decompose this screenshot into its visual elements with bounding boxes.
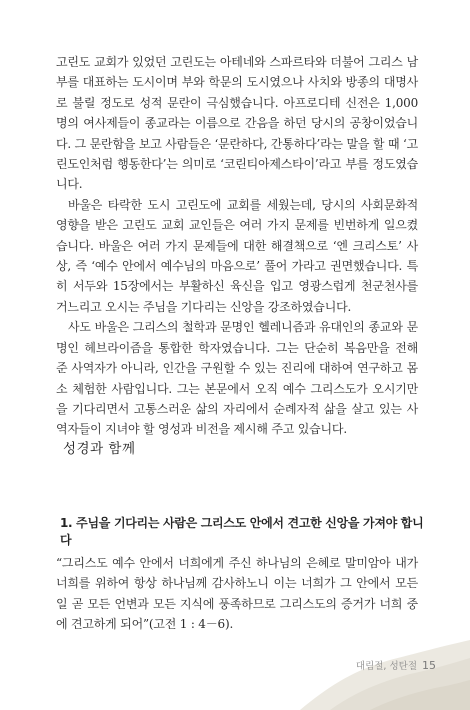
running-title: 대림절, 성탄절 [355,661,417,672]
subheading: 1. 주님을 기다리는 사람은 그리스도 안에서 견고한 신앙을 가져야 합니다 [60,516,424,547]
body-paragraph-2: 바울은 타락한 도시 고린도에 교회를 세웠는데, 당시의 사회문화적 영향을 받은 고린도 교회 교인들은 여러 가지 문제를 빈번하게 일으켰습니다. 바울은 여러 가지 문제들에 대한 해결책으로 ‘엔 크리스토’ 사상, 즉 ‘예수 안에서 예수님의 마음으로’ 풀어 가라고 권면했습니다. 특히 서두와 15장에서는 부활하신 육신을 입고 영광스럽게 천군천사를 거느리고 오시는 주님을 기다리는 신앙을 강조하였습니다. [56,197,418,314]
body-paragraph-3: 사도 바울은 그리스의 철학과 문명인 헬레니즘과 유대인의 종교와 문명인 헤브라이즘을 통합한 학자였습니다. 그는 단순히 복음만을 전해 준 사역자가 아니라, 인간을 구원할 수 있는 진리에 대하여 연구하고 몸소 체험한 사람입니다. 그는 본문에서 오직 예수 그리스도가 오시기만을 기다리면서 고통스러운 삶의 자리에서 순례자적 삶을 살고 있는 사역자들이 지녀야 할 영성과 비전을 제시해 주고 있습니다. [56,320,418,437]
page-footer [356,658,436,672]
page-number: 15 [422,659,436,672]
section-heading: 성경과 함께 [63,441,136,457]
body-text [56,52,418,440]
scripture-quote: “그리스도 예수 안에서 너희에게 주신 하나님의 은혜로 말미암아 내가 너희를 위하여 항상 하나님께 감사하노니 이는 너희가 그 안에서 모든 일 곧 모든 언변과 모든 지식에 풍족하므로 그리스도의 증거가 너희 중에 견고하게 되어”(고전 1 : 4－6). [56,556,418,632]
body-paragraph-1: 고린도 교회가 있었던 고린도는 아테네와 스파르타와 더불어 그리스 남부를 대표하는 도시이며 부와 학문의 도시였으나 사치와 방종의 대명사로 불릴 정도로 성적 문란이 극심했습니다. 아프로디테 신전은 1,000명의 여사제들이 종교라는 이름으로 간음을 하던 당시의 공창이었습니다. 그 문란함을 보고 사람들은 ‘문란하다, 간통하다’라는 말을 할 때 ‘고린도인처럼 행동한다’는 의미로 ‘코린티아제스타이’라고 부를 정도였습니다. [56,55,418,192]
